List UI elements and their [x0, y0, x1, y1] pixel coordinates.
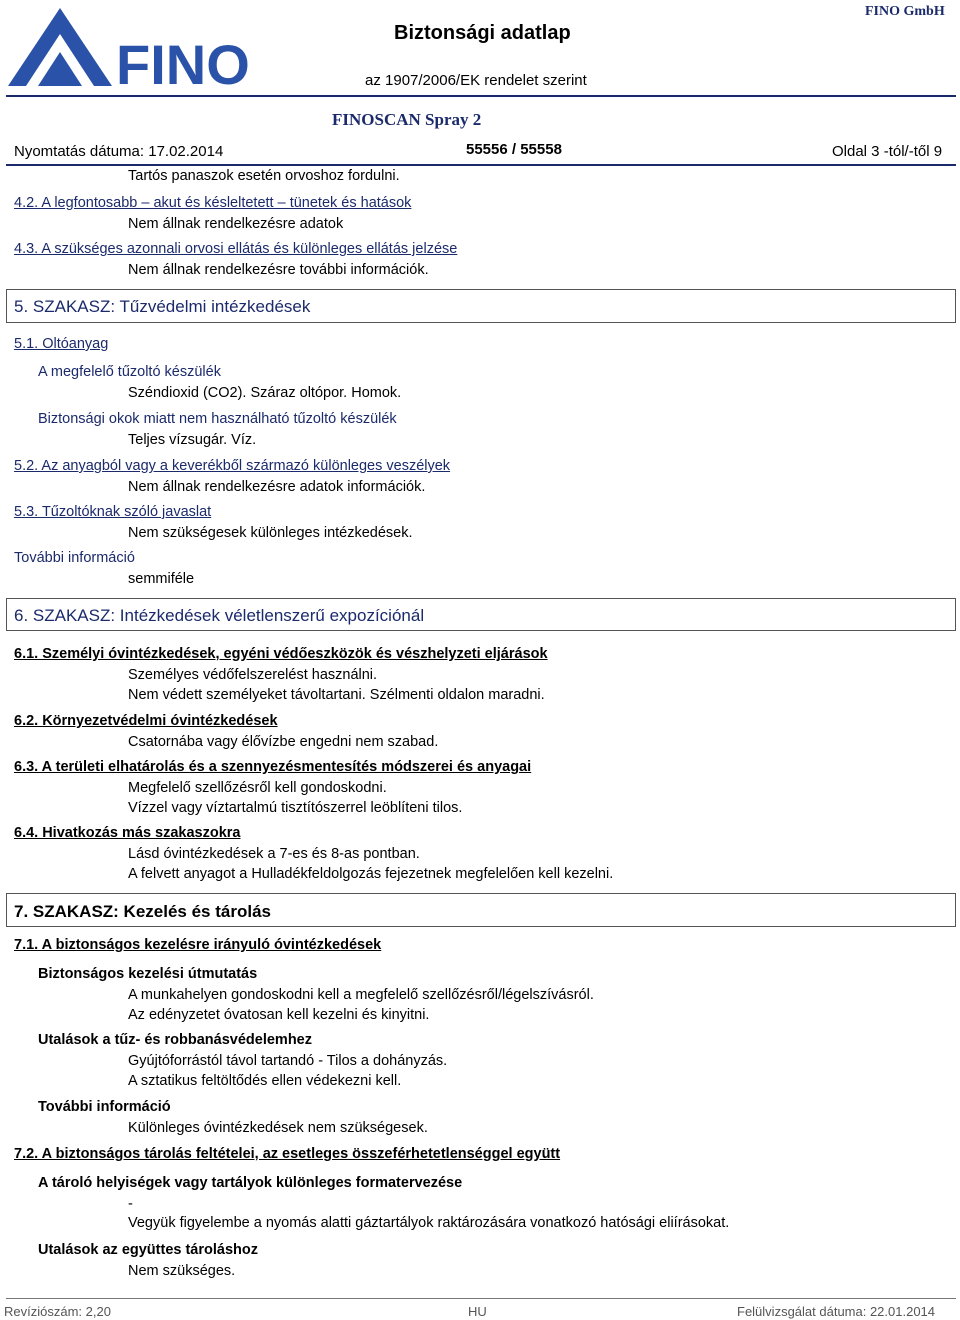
text-line: Nem állnak rendelkezésre további információk.: [128, 262, 429, 278]
text-line: Széndioxid (CO2). Száraz oltópor. Homok.: [128, 385, 402, 401]
subsection-title: 5.3. Tűzoltóknak szóló javaslat: [14, 504, 212, 520]
svg-text:FINO: FINO: [116, 33, 250, 96]
footer-rule: [6, 1298, 956, 1299]
text-line: Különleges óvintézkedések nem szükségesek.: [128, 1120, 428, 1136]
subsection-title: 5.2. Az anyagból vagy a keverékből származó különleges veszélyek: [14, 458, 451, 474]
text-line: Vegyük figyelembe a nyomás alatti gáztartályok raktározására vonatkozó hatósági eliírásokat.: [128, 1215, 730, 1231]
subsection-title: 4.3. A szükséges azonnali orvosi ellátás és különleges ellátás jelzése: [14, 241, 458, 257]
field-label: A tároló helyiségek vagy tartályok különleges formatervezése: [38, 1175, 463, 1191]
text-line: A felvett anyagot a Hulladékfeldolgozás fejezetnek megfelelően kell kezelni.: [128, 866, 614, 882]
logo-graphic: [8, 6, 250, 96]
subsection-title: 7.1. A biztonságos kezelésre irányuló óvintézkedések: [14, 937, 382, 953]
document-title: Biztonsági adatlap: [394, 22, 571, 44]
subsection-title: 7.2. A biztonságos tárolás feltételei, az esetleges összeférhetetlenséggel együtt: [14, 1146, 561, 1162]
field-label: Utalások az együttes tároláshoz: [38, 1242, 258, 1258]
text-line: -: [128, 1196, 133, 1212]
regulation-text: az 1907/2006/EK rendelet szerint: [365, 72, 587, 89]
field-label: Biztonsági okok miatt nem használható tűzoltó készülék: [38, 411, 397, 427]
subsection-title: 6.4. Hivatkozás más szakaszokra: [14, 825, 241, 841]
text-line: Gyújtóforrástól távol tartandó - Tilos a dohányzás.: [128, 1053, 448, 1069]
language-code: HU: [468, 1304, 487, 1319]
company-logo: [8, 6, 250, 96]
text-line: Megfelelő szellőzésről kell gondoskodni.: [128, 780, 387, 796]
product-code: 55556 / 55558: [466, 141, 562, 158]
text-line: Az edényzetet óvatosan kell kezelni és kinyitni.: [128, 1007, 430, 1023]
review-date: Felülvizsgálat dátuma: 22.01.2014: [737, 1304, 936, 1319]
text-line: Tartós panaszok esetén orvoshoz fordulni.: [128, 168, 400, 184]
text-line: Teljes vízsugár. Víz.: [128, 432, 257, 448]
subsection-title: 5.1. Oltóanyag: [14, 336, 109, 352]
section-heading: 7. SZAKASZ: Kezelés és tárolás: [14, 902, 271, 921]
company-name: FINO GmbH: [865, 4, 945, 19]
text-line: Vízzel vagy víztartalmú tisztítószerrel leöblíteni tilos.: [128, 800, 463, 816]
subsection-title: 6.3. A területi elhatárolás és a szennyezésmentesítés módszerei és anyagai: [14, 759, 532, 775]
field-label: További információ: [38, 1099, 171, 1115]
subsection-title: 6.2. Környezetvédelmi óvintézkedések: [14, 713, 278, 729]
text-line: Lásd óvintézkedések a 7-es és 8-as pontban.: [128, 846, 420, 862]
revision-number: Revíziószám: 2,20: [4, 1304, 111, 1319]
text-line: Nem védett személyeket távoltartani. Szélmenti oldalon maradni.: [128, 687, 545, 703]
text-line: Személyes védőfelszerelést használni.: [128, 667, 378, 683]
page-number: Oldal 3 -tól/-től 9: [832, 143, 943, 160]
text-line: A sztatikus feltöltődés ellen védekezni kell.: [128, 1073, 402, 1089]
field-label: További információ: [14, 550, 135, 566]
text-line: Nem állnak rendelkezésre adatok: [128, 216, 344, 232]
section-heading: 6. SZAKASZ: Intézkedések véletlenszerű expozíciónál: [14, 606, 425, 625]
text-line: Nem szükségesek különleges intézkedések.: [128, 525, 413, 541]
field-label: Utalások a tűz- és robbanásvédelemhez: [38, 1032, 312, 1048]
section-heading: 5. SZAKASZ: Tűzvédelmi intézkedések: [14, 297, 311, 316]
header-rule: [6, 95, 956, 97]
subsection-title: 6.1. Személyi óvintézkedések, egyéni védőeszközök és vészhelyzeti eljárások: [14, 646, 548, 662]
text-line: Nem szükséges.: [128, 1263, 236, 1279]
text-line: Csatornába vagy élővízbe engedni nem szabad.: [128, 734, 439, 750]
subsection-title: 4.2. A legfontosabb – akut és késleltetett – tünetek és hatások: [14, 195, 412, 211]
product-name: FINOSCAN Spray 2: [332, 110, 482, 129]
print-date: Nyomtatás dátuma: 17.02.2014: [14, 143, 224, 160]
header-rule-bottom: [6, 164, 956, 166]
text-line: semmiféle: [128, 571, 195, 587]
field-label: A megfelelő tűzoltó készülék: [38, 364, 221, 380]
field-label: Biztonságos kezelési útmutatás: [38, 966, 258, 982]
text-line: Nem állnak rendelkezésre adatok információk.: [128, 479, 426, 495]
text-line: A munkahelyen gondoskodni kell a megfelelő szellőzésről/légelszívásról.: [128, 987, 594, 1003]
